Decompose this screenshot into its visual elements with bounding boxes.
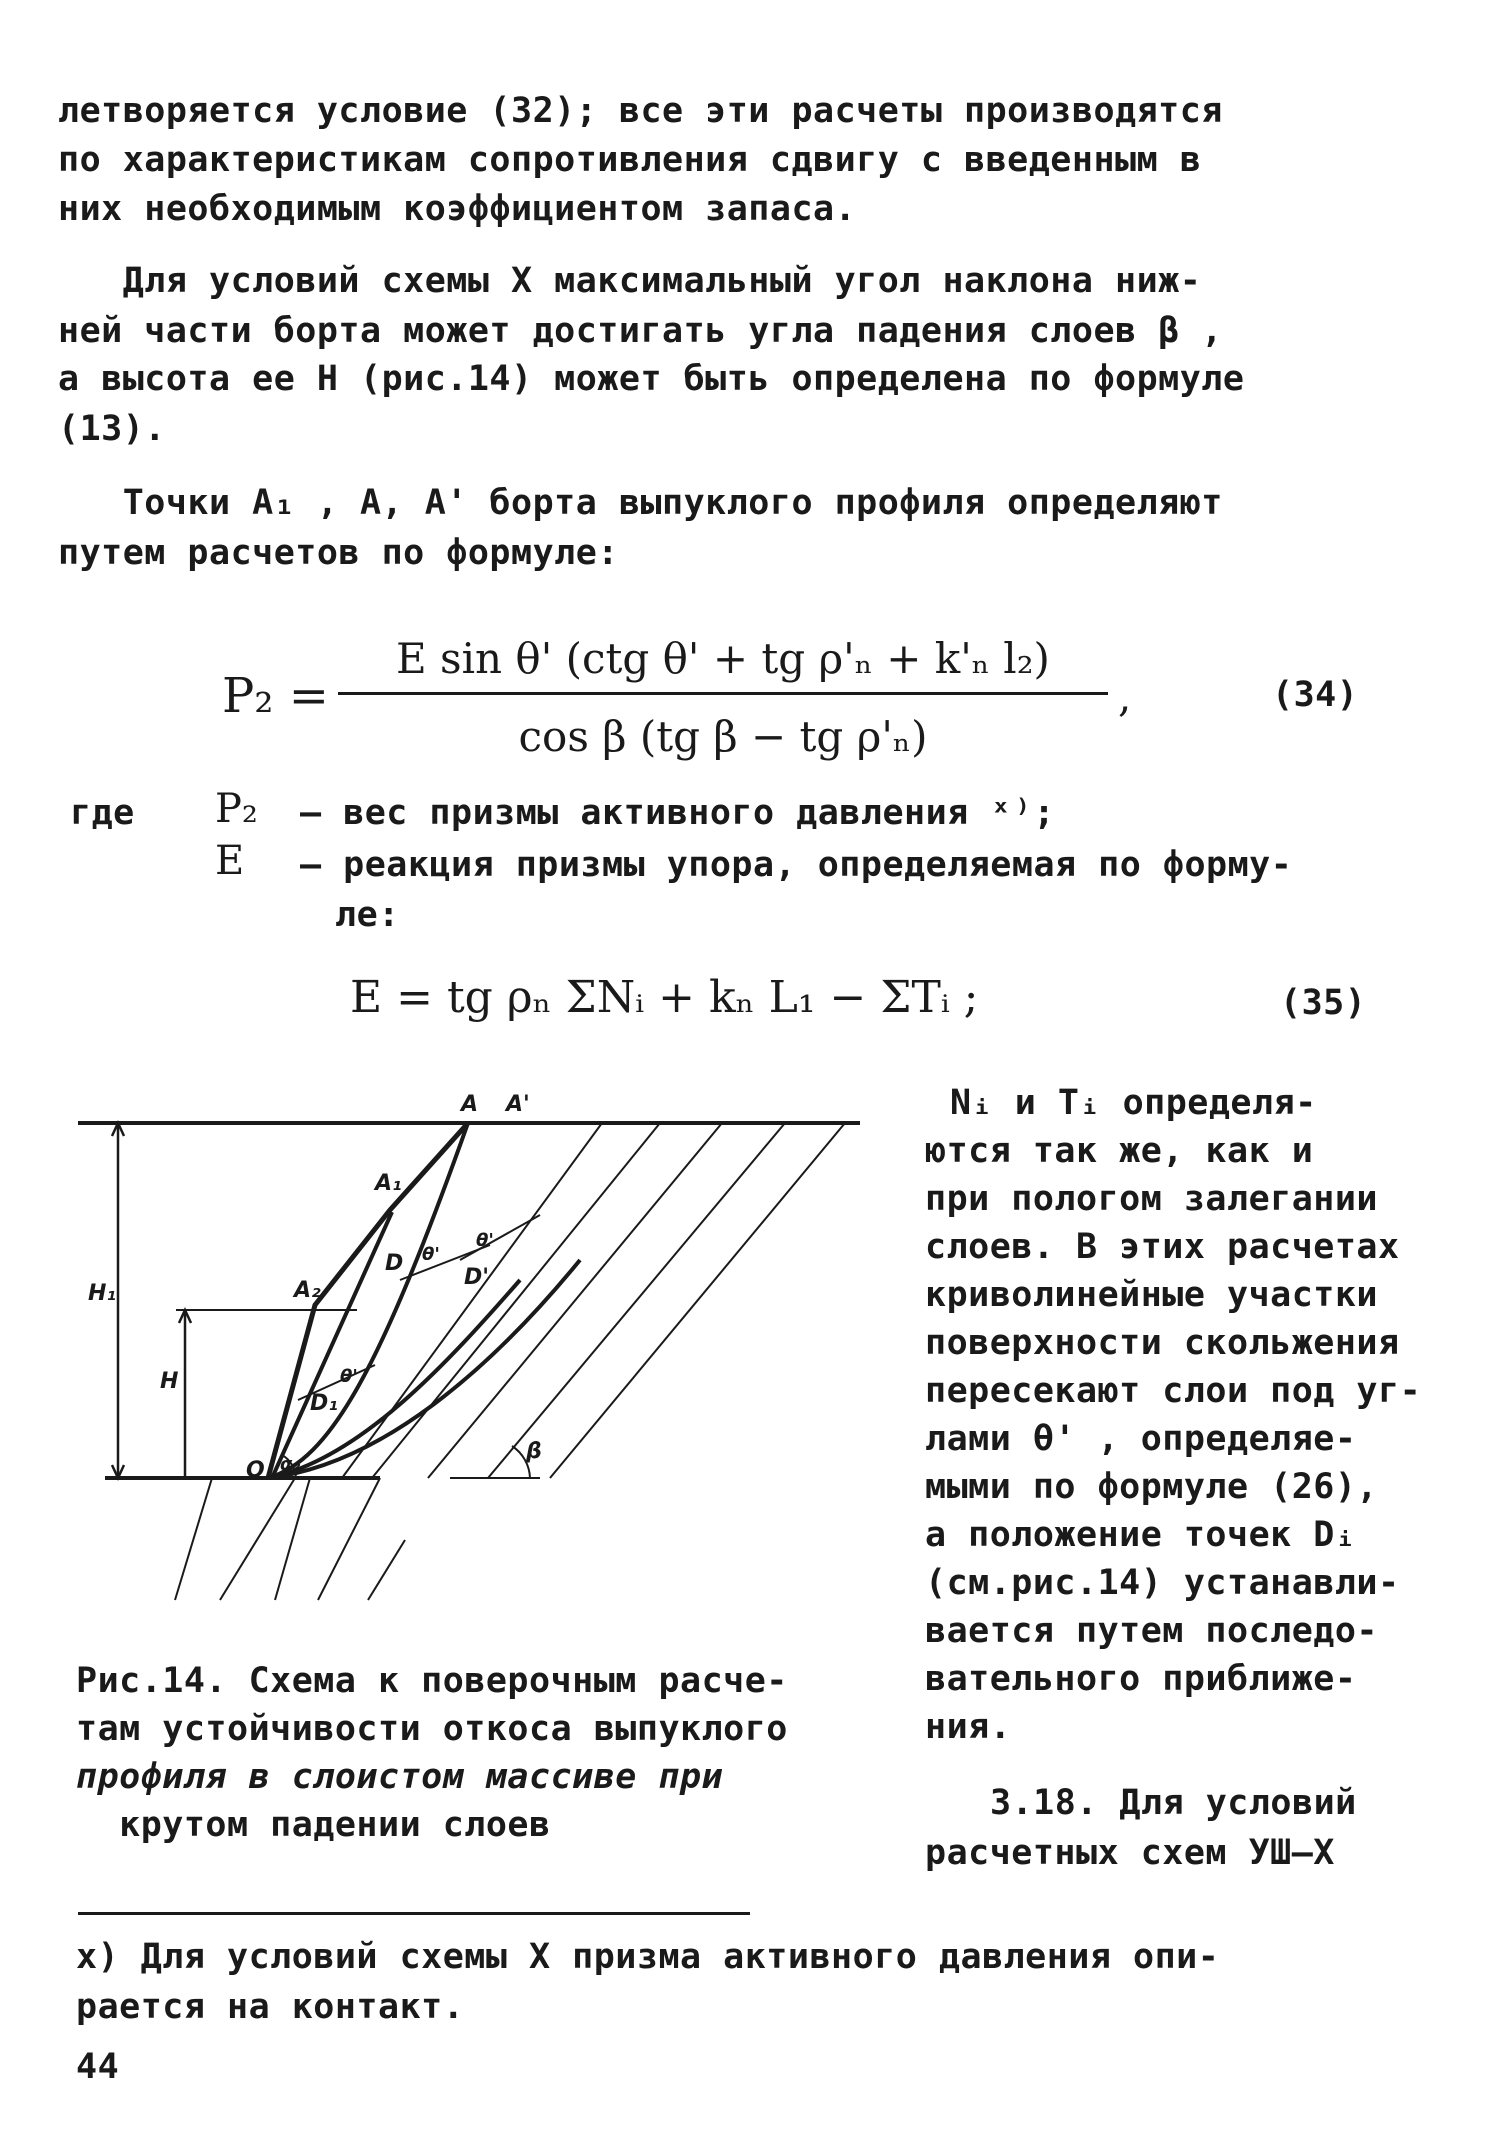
- e-symbol: E: [215, 838, 245, 884]
- stratum-line-7: [488, 1123, 785, 1478]
- side-text-line-4: слоев. В этих расчетах: [925, 1227, 1400, 1267]
- side-text-line-1: Nᵢ и Tᵢ определя-: [950, 1083, 1317, 1123]
- label-alpha: α₂: [280, 1454, 301, 1475]
- where-word: где: [70, 793, 135, 833]
- paragraph-3-line-1: Точки A₁ , A, A' борта выпуклого профиля определяют: [58, 483, 1223, 523]
- side-text-line-12: вается путем последо-: [925, 1611, 1379, 1651]
- label-a2: A₂: [294, 1278, 321, 1303]
- figure-14-diagram: [50, 1070, 950, 1630]
- stratum-line-5: [372, 1123, 660, 1478]
- side-text-line-2: ются так же, как и: [925, 1131, 1314, 1171]
- side-text-line-7: пересекают слои под уг-: [925, 1371, 1422, 1411]
- label-h1: H₁: [88, 1281, 117, 1306]
- label-beta: β: [526, 1439, 542, 1464]
- side-text-line-8: лами θ' , определяе-: [925, 1419, 1357, 1459]
- p2-symbol: P₂: [215, 786, 258, 832]
- stratum-line-10: [368, 1540, 405, 1600]
- side-text-line-5: криволинейные участки: [925, 1275, 1379, 1315]
- formula-35-number: (35): [1280, 983, 1367, 1023]
- footnote-separator: [78, 1912, 750, 1915]
- stratum-line-3: [275, 1478, 310, 1600]
- label-a: A: [461, 1092, 479, 1117]
- formula-34-number: (34): [1272, 675, 1359, 715]
- side-text-line-3: при пологом залегании: [925, 1179, 1379, 1219]
- footnote-line-2: рается на контакт.: [76, 1987, 465, 2027]
- caption-line-4: крутом падении слоев: [76, 1805, 551, 1845]
- stratum-line-2: [220, 1478, 295, 1600]
- p2-description: – вес призмы активного давления ˣ⁾;: [300, 793, 1056, 833]
- stratum-line-1: [175, 1478, 212, 1600]
- side-text-line-10: а положение точек Dᵢ: [925, 1515, 1357, 1555]
- page-number: 44: [76, 2047, 120, 2087]
- label-a-prime: A': [506, 1092, 530, 1117]
- e-description-line-1: – реакция призмы упора, определяемая по форму-: [300, 845, 1293, 885]
- paragraph-3-line-2: путем расчетов по формуле:: [58, 533, 619, 573]
- formula-35-expression: E = tg ρₙ ΣNᵢ + kₙ L₁ − ΣTᵢ ;: [350, 972, 979, 1023]
- theta-marker-line-3: [460, 1215, 540, 1260]
- side-text-line-11: (см.рис.14) устанавли-: [925, 1563, 1400, 1603]
- paragraph-1-line-2: по характеристикам сопротивления сдвигу с введенным в: [58, 140, 1202, 180]
- side-text-line-6: поверхности скольжения: [925, 1323, 1400, 1363]
- label-o: O: [246, 1458, 265, 1483]
- label-d1: D₁: [310, 1391, 338, 1416]
- section-318-line-1: 3.18. Для условий: [990, 1783, 1357, 1823]
- paragraph-2-line-4: (13).: [58, 409, 166, 449]
- label-theta-1: θ': [340, 1366, 358, 1387]
- label-theta-2: θ': [422, 1244, 440, 1265]
- paragraph-1-line-1: летворяется условие (32); все эти расчеты производятся: [58, 91, 1223, 131]
- side-text-line-14: ния.: [925, 1707, 1012, 1747]
- label-theta-3: θ': [476, 1230, 494, 1251]
- paragraph-2-line-3: а высота ее H (рис.14) может быть определена по формуле: [58, 359, 1245, 399]
- caption-line-1: Рис.14. Схема к поверочным расче-: [76, 1661, 788, 1701]
- stratum-line-9: [318, 1478, 380, 1600]
- section-318-line-2: расчетных схем УШ–X: [925, 1833, 1335, 1873]
- caption-line-3: профиля в слоистом массиве при: [76, 1757, 724, 1797]
- label-d: D: [385, 1251, 404, 1276]
- e-description-line-2: ле:: [335, 895, 400, 935]
- side-text-line-13: вательного приближе-: [925, 1659, 1357, 1699]
- formula-34-denominator: cos β (tg β − tg ρ'ₙ): [518, 712, 928, 761]
- label-h: H: [160, 1369, 179, 1394]
- label-d-prime: D': [464, 1265, 489, 1290]
- slope-line-o-a1: [272, 1212, 392, 1478]
- side-text-line-9: мыми по формуле (26),: [925, 1467, 1379, 1507]
- formula-34-lhs: P₂ =: [222, 668, 330, 724]
- formula-34-numerator: E sin θ' (ctg θ' + tg ρ'ₙ + k'ₙ l₂): [396, 634, 1050, 683]
- paragraph-1-line-3: них необходимым коэффициентом запаса.: [58, 189, 857, 229]
- formula-34-comma: ,: [1118, 672, 1132, 721]
- paragraph-2-line-1: Для условий схемы X максимальный угол наклона ниж-: [58, 261, 1202, 301]
- stratum-line-8: [550, 1123, 845, 1478]
- caption-line-2: там устойчивости откоса выпуклого: [76, 1709, 788, 1749]
- formula-34-fraction-bar: [338, 692, 1108, 695]
- paragraph-2-line-2: ней части борта может достигать угла падения слоев β ,: [58, 311, 1223, 351]
- footnote-line-1: x) Для условий схемы X призма активного давления опи-: [76, 1937, 1220, 1977]
- label-a1: A₁: [375, 1171, 402, 1196]
